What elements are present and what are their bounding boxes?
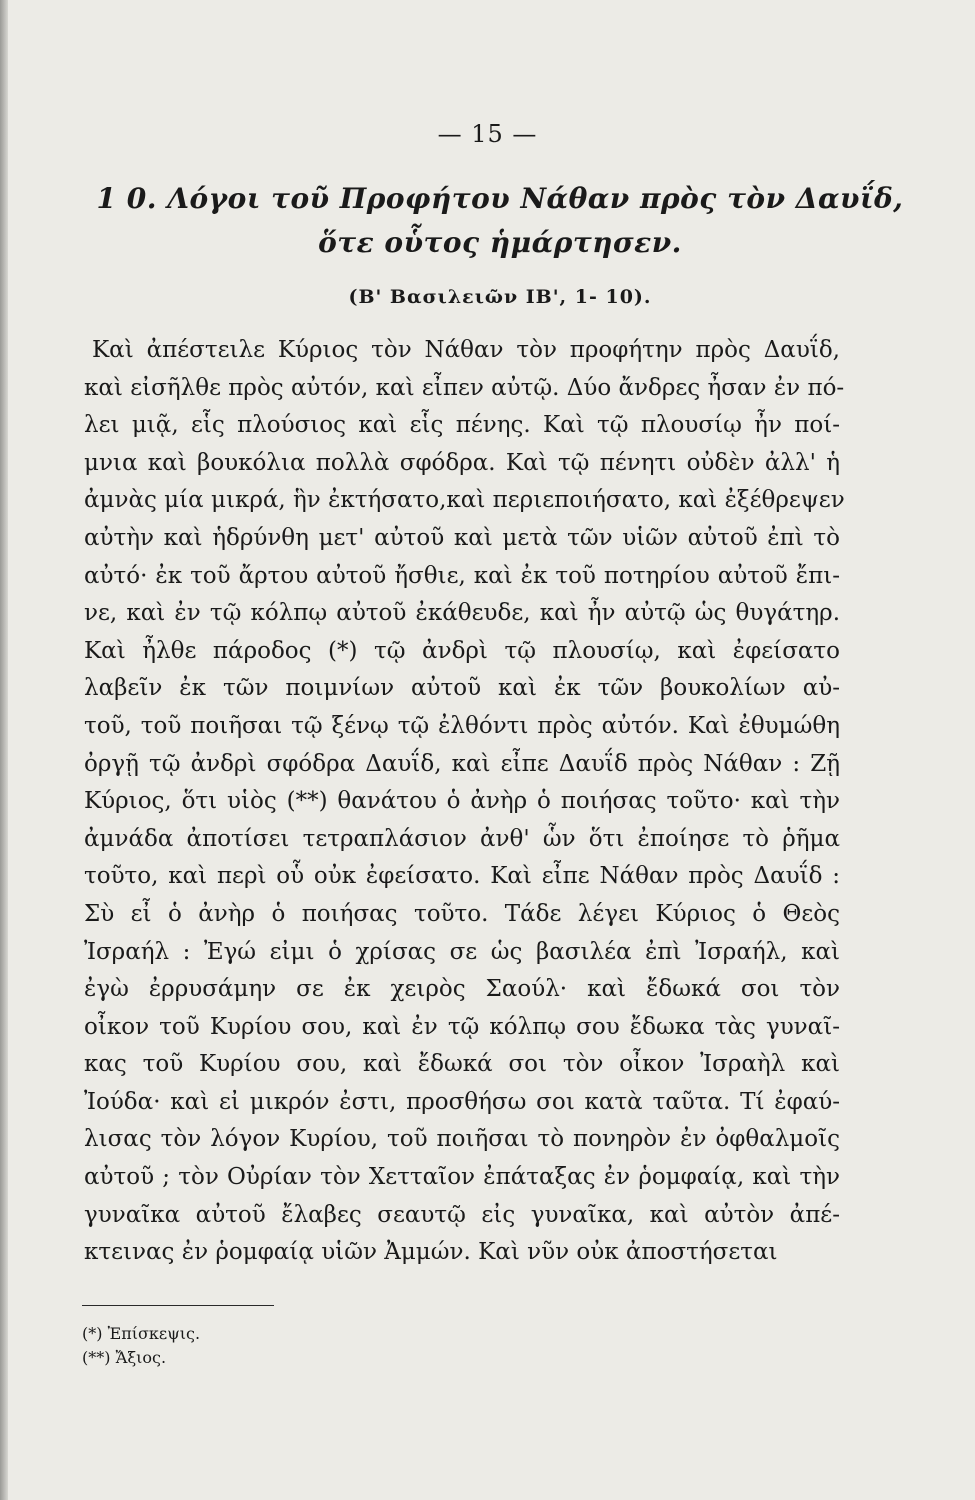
body-line: ἀμνάδα ἀποτίσει τετραπλάσιον ἀνθ' ὧν ὅτι ἐποίησε τὸ ῥῆμα xyxy=(84,825,840,852)
footnotes xyxy=(82,1322,200,1370)
body-line: λει μιᾷ, εἷς πλούσιος καὶ εἷς πένης. Καὶ τῷ πλουσίῳ ἦν ποί- xyxy=(84,412,840,439)
body-line: γυναῖκα αὐτοῦ ἔλαβες σεαυτῷ εἰς γυναῖκα, καὶ αὐτὸν ἀπέ- xyxy=(84,1201,840,1228)
body-line: Ἰούδα· καὶ εἰ μικρόν ἐστι, προσθήσω σοι κατὰ ταῦτα. Τί ἐφαύ- xyxy=(84,1088,840,1115)
body-line: Καὶ ἦλθε πάροδος (*) τῷ ἀνδρὶ τῷ πλουσίῳ, καὶ ἐφείσατο xyxy=(84,637,840,664)
body-line: Κύριος, ὅτι υἱὸς (**) θανάτου ὁ ἀνὴρ ὁ ποιήσας τοῦτο· καὶ τὴν xyxy=(84,788,840,815)
body-text xyxy=(84,332,845,1272)
footnote: (**) Ἄξιος. xyxy=(82,1348,167,1367)
section-title-line-1: 1 0. Λόγοι τοῦ Προφήτου Νάθαν πρὸς τὸν Δαυΐδ, xyxy=(96,182,904,215)
scripture-reference: (Β' Βασιλειῶν ΙΒ', 1- 10). xyxy=(348,286,652,308)
body-line: τοῦ, τοῦ ποιῆσαι τῷ ξένῳ τῷ ἐλθόντι πρὸς αὐτόν. Καὶ ἐθυμώθη xyxy=(84,712,840,739)
body-line: Καὶ ἀπέστειλε Κύριος τὸν Νάθαν τὸν προφήτην πρὸς Δαυΐδ, xyxy=(92,337,840,363)
body-line: τοῦτο, καὶ περὶ οὗ οὐκ ἐφείσατο. Καὶ εἶπε Νάθαν πρὸς Δαυΐδ : xyxy=(84,863,840,890)
body-line: Σὺ εἶ ὁ ἀνὴρ ὁ ποιήσας τοῦτο. Τάδε λέγει Κύριος ὁ Θεὸς xyxy=(84,900,840,927)
body-line: Ἰσραήλ : Ἐγώ εἰμι ὁ χρίσας σε ὡς βασιλέα ἐπὶ Ἰσραήλ, καὶ xyxy=(84,938,840,965)
body-line: ὀργῇ τῷ ἀνδρὶ σφόδρα Δαυΐδ, καὶ εἶπε Δαυΐδ πρὸς Νάθαν : Ζῇ xyxy=(84,750,840,777)
body-line: καὶ εἰσῆλθε πρὸς αὐτόν, καὶ εἶπεν αὐτῷ. Δύο ἄνδρες ἦσαν ἐν πό- xyxy=(84,374,845,401)
footnote-divider xyxy=(82,1305,274,1306)
page-number: — 15 — xyxy=(437,120,538,148)
body-line: οἶκον τοῦ Κυρίου σου, καὶ ἐν τῷ κόλπῳ σου ἔδωκα τὰς γυναῖ- xyxy=(84,1013,840,1040)
body-line: ἀμνὰς μία μικρά, ἣν ἐκτήσατο,καὶ περιεποιήσατο, καὶ ἐξέθρεψεν xyxy=(84,487,845,514)
body-line: κας τοῦ Κυρίου σου, καὶ ἔδωκά σοι τὸν οἶκον Ἰσραὴλ καὶ xyxy=(84,1051,840,1078)
body-line: κτεινας ἐν ῥομφαίᾳ υἱῶν Ἀμμών. Καὶ νῦν οὐκ ἀποστήσεται xyxy=(84,1239,778,1266)
body-line: ἐγὼ ἐρρυσάμην σε ἐκ χειρὸς Σαούλ· καὶ ἔδωκά σοι τὸν xyxy=(84,976,840,1003)
page-binding-edge xyxy=(0,0,8,1500)
body-line: αὐτό· ἐκ τοῦ ἄρτου αὐτοῦ ἤσθιε, καὶ ἐκ τοῦ ποτηρίου αὐτοῦ ἔπι- xyxy=(84,562,840,589)
section-title-line-2: ὅτε οὗτος ἡμάρτησεν. xyxy=(318,226,682,259)
body-line: λαβεῖν ἐκ τῶν ποιμνίων αὐτοῦ καὶ ἐκ τῶν βουκολίων αὐ- xyxy=(84,675,840,702)
body-line: μνια καὶ βουκόλια πολλὰ σφόδρα. Καὶ τῷ πένητι οὐδὲν ἀλλ' ἡ xyxy=(84,449,840,476)
body-line: λισας τὸν λόγον Κυρίου, τοῦ ποιῆσαι τὸ πονηρὸν ἐν ὀφθαλμοῖς xyxy=(84,1126,840,1153)
body-line: νε, καὶ ἐν τῷ κόλπῳ αὐτοῦ ἐκάθευδε, καὶ ἦν αὐτῷ ὡς θυγάτηρ. xyxy=(84,600,840,627)
body-line: αὐτὴν καὶ ἡδρύνθη μετ' αὐτοῦ καὶ μετὰ τῶν υἱῶν αὐτοῦ ἐπὶ τὸ xyxy=(84,524,840,551)
footnote: (*) Ἐπίσκεψις. xyxy=(82,1324,201,1343)
body-line: αὐτοῦ ; τὸν Οὐρίαν τὸν Χετταῖον ἐπάταξας ἐν ῥομφαίᾳ, καὶ τὴν xyxy=(84,1164,840,1191)
